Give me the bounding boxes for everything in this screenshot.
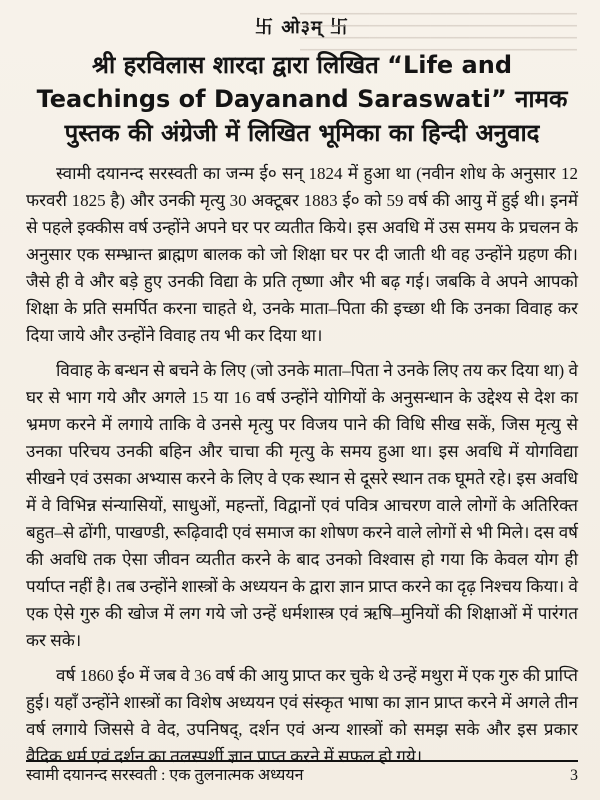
om-symbol-header: 卐 ओ३म् 卐 [254, 17, 350, 38]
paragraph-3: वर्ष 1860 ई० में जब वे 36 वर्ष की आयु प्राप्त कर चुके थे उन्हें मथुरा में एक गुरु की प्राप्ति हुई। यहाँ उन्होंने शास्त्रों का विशेष अध्ययन एवं संस्कृत भाषा का ज्ञान प्राप्त करने में अगले तीन वर्ष लगाये जिससे वे वेद, उपनिषद्, दर्शन एवं अन्य शास्त्रों को समझ सके और इस प्रकार वैदिक धर्म एवं दर्शन का तलस्पर्शी ज्ञान प्राप्त करने में सफल हो गये। [26, 666, 578, 766]
document-title [26, 48, 578, 150]
page-bleed-through: ▁▁▁▁▁▁▁▁▁▁▁▁▁▁▁▁▁▁▁▁▁▁▁▁▁▁▁▁▁▁▁▁▁▁▁▁ ▁▁▁▁▁▁▁▁▁▁▁▁▁▁▁▁▁▁▁▁▁▁▁▁▁▁▁▁▁▁▁▁▁▁▁▁ ▁▁▁▁▁▁▁▁▁▁▁▁▁▁▁▁▁▁▁▁▁▁▁▁▁▁▁▁▁▁▁▁▁▁▁▁ ▁▁▁▁▁▁▁▁▁▁▁▁▁▁▁▁▁▁▁▁▁▁▁▁▁▁▁▁▁▁▁▁▁▁▁▁ [300, 4, 577, 51]
title-line-1: श्री हरविलास शारदा द्वारा लिखित “Life and [91, 51, 513, 79]
title-line-3: पुस्तक की अंग्रेजी में लिखित भूमिका का हिन्दी अनुवाद [64, 119, 540, 147]
page-footer [26, 760, 578, 790]
paragraph-2: विवाह के बन्धन से बचने के लिए (जो उनके माता–पिता ने उनके लिए तय कर दिया था) वे घर से भाग गये और अगले 15 या 16 वर्ष उन्होंने योगियों के अनुसन्धान के उद्देश्य से देश का भ्रमण करने में लगाये ताकि वे उनसे मृत्यु पर विजय पाने की विधि सीख सकें, जिस मृत्यु से उनका परिचय उनकी बहिन और चाचा की मृत्यु के समय हुआ था। इस अवधि में योगविद्या सीखने एवं उसका अभ्यास करने के लिए वे एक स्थान से दूसरे स्थान तक घूमते रहे। इस अवधि में वे विभिन्न संन्यासियों, साधुओं, महन्तों, विद्वानों एवं पवित्र आचरण वाले लोगों के अतिरिक्त बहुत–से ढोंगी, पाखण्डी, रूढ़िवादी एवं समाज का शोषण करने वाले लोगों से भी मिले। दस वर्ष की अवधि तक ऐसा जीवन व्यतीत करने के बाद उनको विश्वास हो गया कि केवल योग ही पर्याप्त नहीं है। तब उन्होंने शास्त्रों के अध्ययन के द्वारा ज्ञान प्राप्त करने का दृढ़ निश्चय किया। वे एक ऐसे गुरु की खोज में लग गये जो उन्हें धर्मशास्त्र एवं ऋषि–मुनियों की शिक्षाओं में पारंगत कर सके। [26, 361, 578, 650]
title-line-2: Teachings of Dayanand Saraswati” नामक [36, 85, 568, 113]
paragraph-1: स्वामी दयानन्द सरस्वती का जन्म ई० सन् 1824 में हुआ था (नवीन शोध के अनुसार 12 फरवरी 1825 है) और उनकी मृत्यु 30 अक्टूबर 1883 ई० को 59 वर्ष की आयु में हुई थी। इनमें से पहले इक्कीस वर्ष उन्होंने अपने घर पर व्यतीत किये। इस अवधि में उस समय के प्रचलन के अनुसार एक सम्भ्रान्त ब्राह्मण बालक को जो शिक्षा घर पर दी जाती थी वह उन्होंने ग्रहण की। जैसे ही वे और बड़े हुए उनकी विद्या के प्रति तृष्णा और भी बढ़ गई। जबकि वे अपने आपको शिक्षा के प्रति समर्पित करना चाहते थे, उनके माता–पिता की इच्छा थी कि उनका विवाह कर दिया जाये और उन्होंने विवाह तय भी कर दिया था। [26, 164, 578, 345]
footer-book-title: स्वामी दयानन्द सरस्वती : एक तुलनात्मक अध्ययन [26, 767, 304, 784]
page-number: 3 [570, 767, 578, 784]
